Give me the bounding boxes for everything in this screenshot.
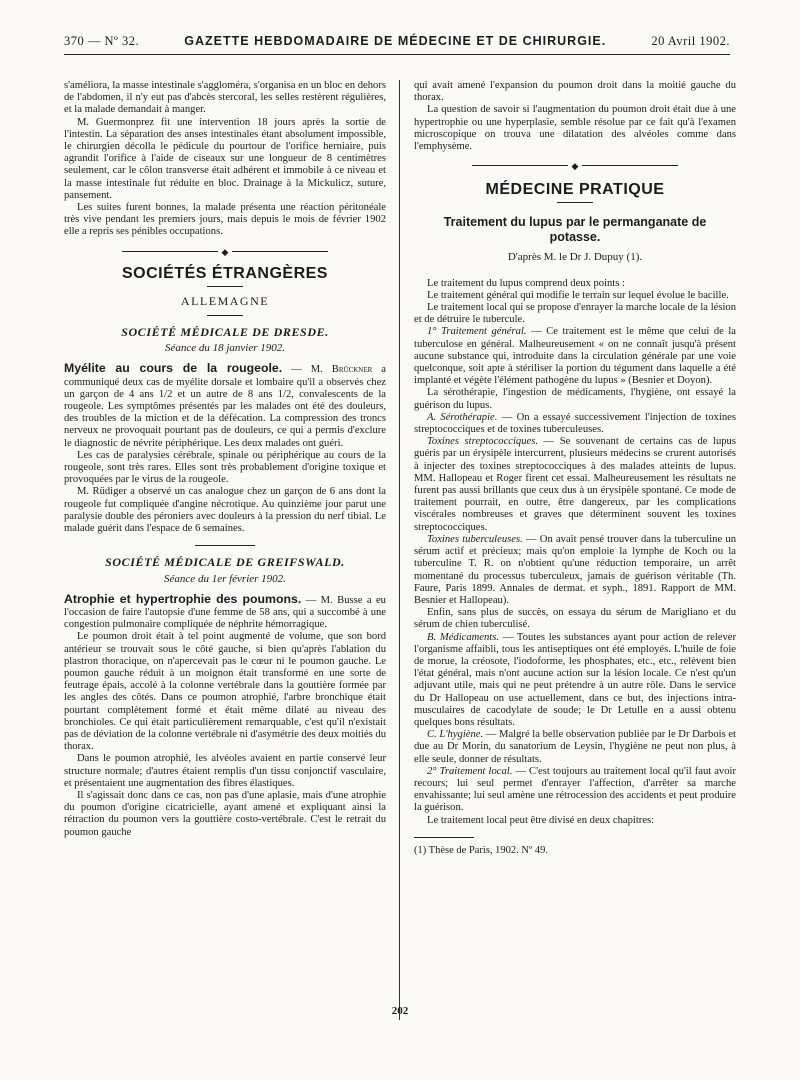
paragraph bbox=[414, 729, 736, 766]
subsection-lead: B. Médicaments. bbox=[427, 631, 500, 643]
paragraph-text: — Se souvenant de certains cas de lupus guéris par un érysipèle intercurrent, plusieurs médecins se crurent autorisés à injecter des toxines streptococciques à des malades atteints de lupus. MM. Hallopeau et Roger firent cet essai. Malheureusement les résultats ne furent pas aussi brillants que ceux dus à un érysipèle spontané. Ce mode de traitement pourrait, en outre, être dangereux, par les complications viscérales nombreuses et graves que déterminent souvent les toxines streptococciques. bbox=[414, 436, 736, 533]
paragraph bbox=[64, 362, 386, 449]
paragraph: M. Guermonprez fit une intervention 18 jours après la sortie de l'intestin. La séparation des anses intestinales étant absolument impossible, le chirurgien décolla le pédicule du pourtour de l'orifice herniaire, puis agrandit l'orifice à l'aide de ciseaux sur une longueur de 8 centimètres seulement, car le côlon transverse était adhérent et immobile à ce niveau et la masse intestinale fut réduite en bloc. Drainage à la Mickulicz, suture, pansement. bbox=[64, 116, 386, 201]
short-rule bbox=[207, 315, 243, 316]
footnote: (1) Thèse de Paris, 1902. Nº 49. bbox=[414, 844, 548, 856]
subsection-lead: 1° Traitement général. bbox=[427, 326, 527, 338]
subsection-lead: Toxines tuberculeuses. bbox=[427, 533, 523, 545]
journal-title: GAZETTE HEBDOMADAIRE DE MÉDECINE ET DE CHIRURGIE. bbox=[184, 34, 607, 48]
paragraph bbox=[414, 632, 736, 730]
country-heading: ALLEMAGNE bbox=[180, 293, 270, 308]
session-date: Séance du 1er février 1902. bbox=[164, 572, 286, 585]
paragraph: Le traitement général qui modifie le terrain sur lequel évolue le bacille. bbox=[427, 289, 729, 301]
paragraph-text: — Ce traitement est le même que celui de la tuberculose en général. Malheureusement « on ne connaît jusqu'à présent aucune substance qui, introduite dans la circulation générale par une voie quelconque, soit apte à stériliser la portion du tégument dans laquelle a été implanté et végète l'élément pathogène du lupus » (Besnier et Doyon). bbox=[414, 326, 737, 387]
paragraph-text: — On avait pensé trouver dans la tuberculine un sérum actif et précieux; mais qu'on emploie la lymphe de Koch ou la tuberculine T. R. on n'obtient qu'une réduction temporaire, un arrêt momentané du processus tuberculeux, jamais de guérison véritable (Th. Faure, Paris 1899. Annales de dermat. et syph., 1891. Rapport de MM. Besnier et Hallopeau). bbox=[414, 533, 736, 606]
paragraph bbox=[64, 593, 386, 632]
column-separator bbox=[399, 80, 400, 1020]
session-date: Séance du 18 janvier 1902. bbox=[164, 342, 286, 355]
ornament-divider: ◆ bbox=[64, 246, 386, 256]
paragraph: Dans le poumon atrophié, les alvéoles avaient en partie conservé leur structure normale; d'autres étaient remplis d'un tissu conjonctif vasculaire, et présentaient une augmentation des fibres élastiques. bbox=[64, 753, 386, 789]
paragraph-text: — Malgré la belle observation publiée par le Dr Darbois et due au Dr Morin, du sanatorium de Leysin, l'hygiène ne peut non plus, à elle seule, donner de résultats. bbox=[414, 729, 736, 765]
paragraph-text: — M. Busse a eu l'occasion de faire l'autopsie d'une femme de 58 ans, qui a succombé à une congestion pulmonaire compliquée de néphrite hémorragique. bbox=[64, 594, 386, 631]
short-rule bbox=[195, 545, 255, 546]
paragraph bbox=[414, 436, 736, 534]
left-column bbox=[64, 80, 386, 839]
section-heading: SOCIÉTÉS ÉTRANGÈRES bbox=[122, 264, 328, 282]
paragraph: Le traitement du lupus comprend deux points : bbox=[427, 277, 626, 289]
author-name: — M. Brückner bbox=[291, 364, 373, 376]
paragraph-text: — C'est toujours au traitement local qu'il faut avoir recours; lui seul permet d'enrayer l'affection, d'arrêter sa marche envahissante; lui seul amène une rétrocession des accidents et peut produire la guérison. bbox=[414, 765, 736, 814]
paragraph: Il s'agissait donc dans ce cas, non pas d'une aplasie, mais d'une atrophie du poumon d'origine cicatricielle, ayant amené et expliquant ainsi la rétraction du poumon vers la gouttière costo-vertébrale. C'est le retrait du poumon gauche bbox=[64, 789, 386, 838]
paragraph: qui avait amené l'expansion du poumon droit dans la moitié gauche du thorax. bbox=[414, 80, 736, 104]
paragraph: La question de savoir si l'augmentation du poumon droit était due à une hypertrophie ou une hyperplasie, semble résolue par ce fait qu'à l'examen microscopique on trouva une dilatation des alvéoles comme dans l'emphysème. bbox=[414, 104, 736, 153]
short-rule bbox=[557, 202, 593, 203]
page-issue-number: 370 — Nº 32. bbox=[64, 34, 140, 48]
society-heading: SOCIÉTÉ MÉDICALE DE GREIFSWALD. bbox=[105, 555, 345, 570]
paragraph bbox=[414, 766, 736, 815]
paragraph: Enfin, sans plus de succès, on essaya du sérum de Marigliano et du sérum de chien tuberculisé. bbox=[414, 607, 736, 631]
paragraph bbox=[414, 412, 736, 436]
article-title: Atrophie et hypertrophie des poumons. bbox=[64, 591, 302, 606]
paragraph-text: a communiqué deux cas de myélite dorsale et lombaire qu'il a observés chez un garçon de 4 ans 1/2 et un autre de 8 ans 1/2, convalescents de la rougeole. Les symptômes présentés par les malades ont été des douleurs, des troubles de la miction et de la défécation. La compression des troncs nerveux ne provoquait pourtant pas de douleurs, ce qui a permis d'exclure le diagnostic de névrite périphérique. Les deux malades ont guéri. bbox=[64, 364, 386, 449]
society-heading: SOCIÉTÉ MÉDICALE DE DRESDE. bbox=[121, 325, 329, 340]
issue-date: 20 Avril 1902. bbox=[651, 34, 730, 48]
paragraph: Les cas de paralysies cérébrale, spinale ou périphérique au cours de la rougeole, sont très rares. Elles sont très probablement d'origine toxique et provoquées par le virus de la rougeole. bbox=[64, 449, 386, 486]
running-header bbox=[64, 34, 730, 49]
paragraph: Les suites furent bonnes, la malade présenta une réaction péritonéale très vive pendant les premiers jours, mais depuis le mois de février 1902 elle a repris ses pénibles occupations. bbox=[64, 202, 386, 238]
section-heading: MÉDECINE PRATIQUE bbox=[485, 181, 665, 199]
paragraph-text: — On a essayé successivement l'injection de toxines streptococciques et de toxines tuberculeuses. bbox=[414, 411, 736, 436]
paragraph: s'améliora, la masse intestinale s'aggloméra, s'organisa en un bloc en dehors de l'abdomen, il n'y eut pas d'abcès stercoral, les selles restèrent régulières, et la malade demandait à manger. bbox=[64, 80, 386, 116]
paragraph: Le traitement local qui se propose d'enrayer la marche locale de la lésion et de détruire le tubercule. bbox=[414, 302, 736, 326]
header-rule bbox=[64, 54, 730, 55]
paragraph: Le traitement local peut être divisé en deux chapitres: bbox=[427, 814, 655, 826]
subsection-lead: C. L'hygiène. bbox=[427, 729, 484, 741]
subsection-lead: A. Sérothérapie. bbox=[427, 411, 498, 423]
paragraph-text: — Toutes les substances ayant pour action de relever l'organisme affaibli, tous les antiseptiques ont été employés. L'huile de foie de morue, la créosote, l'iodoforme, les phosphates, etc., etc., relèvent bien l'état général, mais n'ont aucune action sur la lésion locale. Ce n'est qu'un adjuvant utile, mais qui ne peut prétendre à un autre rôle. Dans le service du Dr Hallopeau on use actuellement, dans ce but, des injections intra-musculaires de cacodylate de soude; le Dr Letulle en a aussi obtenu quelques bons résultats. bbox=[414, 631, 737, 728]
paragraph: Le poumon droit était à tel point augmenté de volume, que son bord antérieur se trouvait sous le côté gauche, si bien qu'après l'ablation du plastron thoracique, on n'apercevait pas le cœur ni le poumon gauche. Le poumon gauche réduit à un moignon était transformé en une sorte de feutrage épais, accolé à la colonne vertébrale dans la gouttière formée par les angles des côtés. Dans ce poumon atrophié, l'arbre bronchique était pourtant complètement formé et était même dilaté au niveau des bronchioles. Ce qui était particulièrement remarquable, c'est qu'il n'existait pas de déviation de la colonne vertébrale ni d'asymétrie des deux moitiés du thorax. bbox=[64, 631, 386, 753]
paragraph: La sérothérapie, l'ingestion de médicaments, l'hygiène, ont essayé la guérison du lupus. bbox=[414, 387, 736, 411]
article-title: Myélite au cours de la rougeole. bbox=[64, 361, 283, 376]
subsection-lead: 2° Traitement local. bbox=[427, 765, 513, 777]
ornament-divider: ◆ bbox=[414, 160, 736, 170]
paragraph bbox=[414, 326, 736, 387]
right-column bbox=[414, 80, 736, 857]
page-number: 202 bbox=[391, 1005, 409, 1017]
subsection-lead: Toxines streptococciques. bbox=[427, 436, 538, 448]
article-title: Traitement du lupus par le permanganate de potasse. bbox=[443, 215, 707, 245]
paragraph: M. Rüdiger a observé un cas analogue chez un garçon de 6 ans dont la rougeole fut compliquée d'angine nécrotique. Au quinzième jour parut une paralysie double des péroniers avec douleurs à la pression du nerf tibial. Le malade guérit dans l'espace de 6 semaines. bbox=[64, 486, 386, 535]
footnote-rule bbox=[414, 837, 474, 842]
short-rule bbox=[207, 286, 243, 287]
article-byline: D'après M. le Dr J. Dupuy (1). bbox=[507, 251, 643, 264]
paragraph bbox=[414, 534, 736, 607]
